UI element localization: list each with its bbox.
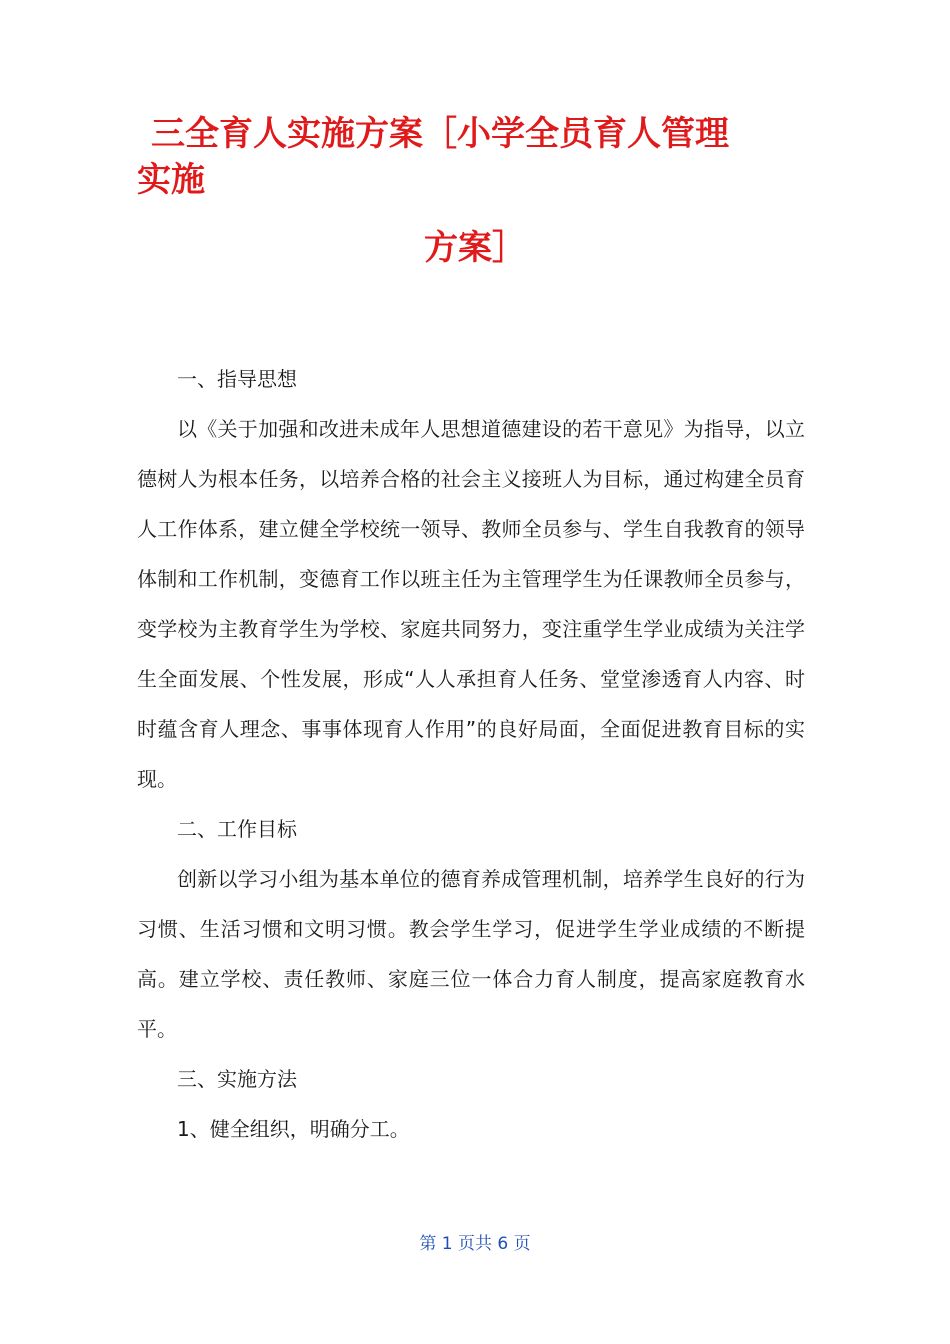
section-heading: 一、指导思想: [177, 367, 297, 391]
document-body: [137, 354, 805, 1154]
subsection-heading: 1、健全组织，明确分工。: [177, 1117, 410, 1141]
document-title-line-2: 实施: [137, 160, 205, 200]
title-text-1: 三全育人实施方案［小学全员育人管理: [151, 114, 729, 154]
section-heading: 二、工作目标: [177, 817, 297, 841]
document-title-line-1: [137, 112, 817, 156]
body-paragraph: 以《关于加强和改进未成年人思想道德建设的若干意见》为指导，以立德树人为根本任务，以培养合格的社会主义接班人为目标，通过构建全员育人工作体系，建立健全学校统一领导、教师全员参与、学生自我教育的领导体制和工作机制，变德育工作以班主任为主管理学生为任课教师全员参与，变学校为主教育学生为学校、家庭共同努力，变注重学生学业成绩为关注学生全面发展、个性发展，形成“人人承担育人任务、堂堂渗透育人内容、时时蕴含育人理念、事事体现育人作用”的良好局面，全面促进教育目标的实现。: [137, 417, 805, 791]
document-title-line-3: 方案］: [424, 228, 526, 268]
body-paragraph: 创新以学习小组为基本单位的德育养成管理机制，培养学生良好的行为习惯、生活习惯和文明习惯。教会学生学习，促进学生学业成绩的不断提高。建立学校、责任教师、家庭三位一体合力育人制度，提高家庭教育水平。: [137, 867, 805, 1041]
page-footer: 第 1 页共 6 页: [419, 1234, 531, 1254]
section-heading: 三、实施方法: [177, 1067, 297, 1091]
